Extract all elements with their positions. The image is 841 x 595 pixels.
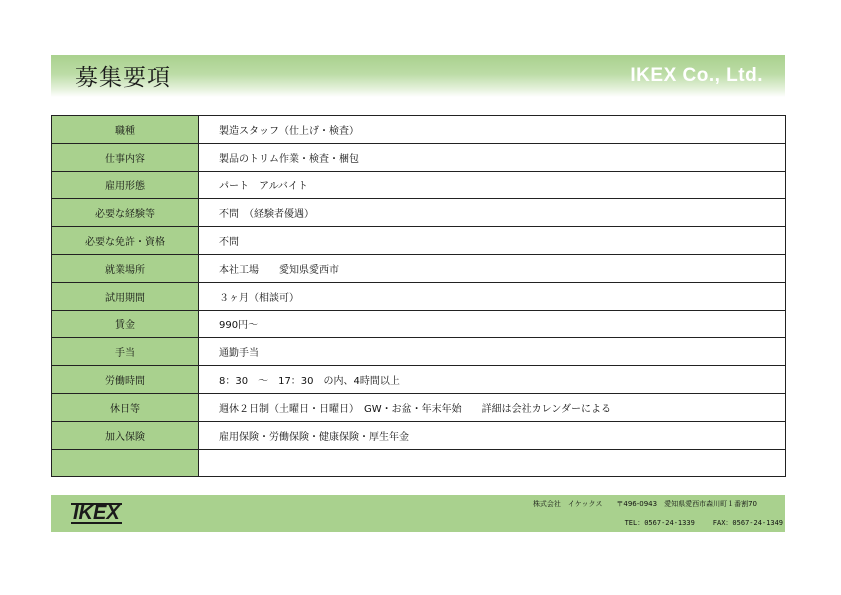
table-row [52,393,786,421]
table-row [52,143,786,171]
footer-contact-line [607,518,783,528]
table-row [52,366,786,394]
row-value: 通勤手当 [199,338,786,366]
footer-company-name: 株式会社 イケックス [532,500,603,508]
row-label: 必要な経験等 [52,199,199,227]
row-value: 雇用保険・労働保険・健康保険・厚生年金 [199,421,786,449]
row-label: 労働時間 [52,366,199,394]
row-value: ３ヶ月（相談可） [199,282,786,310]
row-label: 雇用形態 [52,171,199,199]
row-label: 賃金 [52,310,199,338]
table-row [52,338,786,366]
table-row [52,171,786,199]
table-row [52,310,786,338]
footer-fax: FAX：0567-24-1349 [712,519,783,527]
row-value: 本社工場 愛知県愛西市 [199,254,786,282]
row-value: 不問 （経験者優遇） [199,199,786,227]
row-value: 不問 [199,227,786,255]
table-row [52,282,786,310]
footer-postal-address: 〒496-0943 愛知県愛西市森川町１番割70 [616,500,757,508]
row-value: 990円～ [199,310,786,338]
row-value: 週休２日制（土曜日・日曜日） GW・お盆・年末年始 詳細は会社カレンダーによる [199,393,786,421]
table-row [52,227,786,255]
row-label [52,449,199,477]
table-row [52,116,786,144]
row-value [199,449,786,477]
footer-tel: TEL：0567-24-1339 [624,519,695,527]
table-row [52,199,786,227]
page-title: 募集要項 [75,65,171,91]
row-label: 加入保険 [52,421,199,449]
row-label: 手当 [52,338,199,366]
company-name: IKEX Co., Ltd. [630,65,763,86]
row-value: 製造スタッフ（仕上げ・検査） [199,116,786,144]
header-banner [51,55,785,97]
row-label: 就業場所 [52,254,199,282]
table-row [52,449,786,477]
row-label: 試用期間 [52,282,199,310]
table-row [52,421,786,449]
row-label: 休日等 [52,393,199,421]
table-row [52,254,786,282]
footer-address-line [519,499,757,509]
row-value: パート アルバイト [199,171,786,199]
row-value: 8：30 ～ 17：30 の内、4時間以上 [199,366,786,394]
row-label: 必要な免許・資格 [52,227,199,255]
ikex-logo: IKEX [73,502,120,524]
recruitment-table [51,115,786,477]
footer-bar [51,495,785,532]
row-value: 製品のトリム作業・検査・梱包 [199,143,786,171]
row-label: 職種 [52,116,199,144]
row-label: 仕事内容 [52,143,199,171]
